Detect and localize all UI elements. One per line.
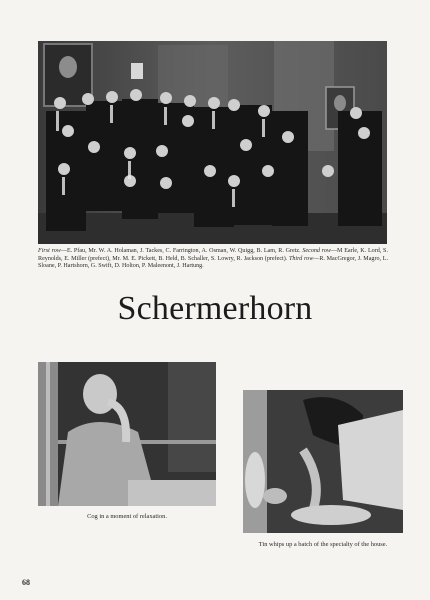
group-photo-image [38, 41, 387, 244]
caption-third-row-names: —R. MacGregor, J. Magro, L. Sloane, P. Hartshorn, G. Swift, D. Holton, P. Maleenont, J. Hartung. [38, 255, 388, 270]
page-title: Schermerhorn [117, 290, 313, 327]
relaxation-photo-caption: Cog in a moment of relaxation. [87, 513, 167, 520]
caption-second-row-names: —M Earle, K. Lord, S. Reynolds, E. Miller (prefect), Mr. M. E. Pickett, B. Held, B. Schaller, S. Lowry, R. Jackson (prefect). [38, 248, 388, 262]
relaxation-photo-image [38, 362, 216, 506]
cooking-photo-image [243, 390, 403, 533]
group-photo-caption [38, 248, 388, 271]
cooking-photo-caption: Tin whips up a batch of the specialty of the house. [258, 541, 388, 548]
group-photo [38, 41, 387, 244]
page-number: 68 [22, 578, 30, 587]
caption-third-row-label: Third row [288, 255, 314, 262]
relaxation-photo [38, 362, 216, 506]
caption-first-row-names: —E. Pfau, Mr. W. A. Holaman, J. Tackes, C. Farrington, A. Osman, W. Quigg, B. Lam, R. Gretz. [60, 248, 303, 254]
caption-second-row-label: Second row [302, 248, 331, 254]
caption-first-row-label: First row [38, 248, 61, 254]
cooking-photo [243, 390, 403, 533]
